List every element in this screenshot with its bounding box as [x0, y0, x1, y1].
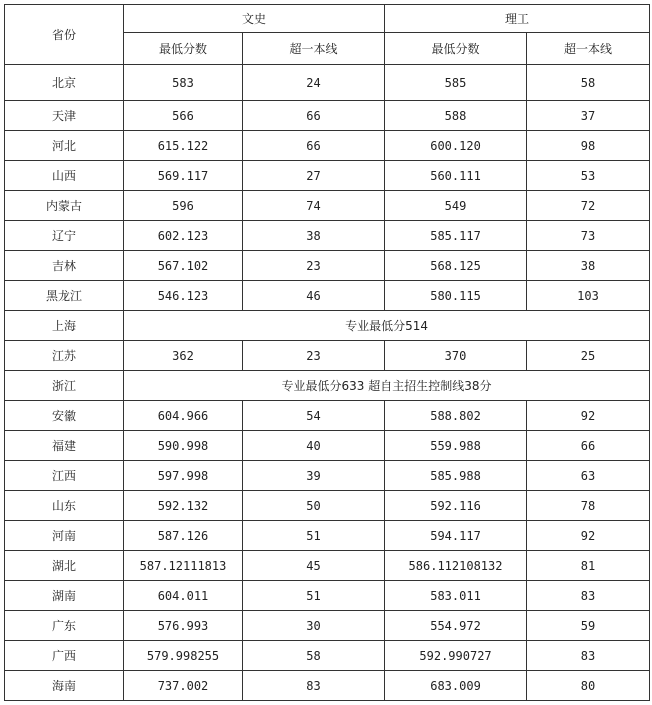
wenshi-over-line-cell: 51: [243, 581, 385, 611]
wenshi-over-line-cell: 66: [243, 131, 385, 161]
ligong-over-line-cell: 72: [527, 191, 650, 221]
table-row: [5, 671, 650, 701]
ligong-min-score-cell: 585.117: [385, 221, 527, 251]
header-ligong-over-line: 超一本线: [527, 33, 650, 65]
wenshi-over-line-cell: 51: [243, 521, 385, 551]
province-cell: 广西: [5, 641, 124, 671]
wenshi-over-line-cell: 39: [243, 461, 385, 491]
wenshi-over-line-cell: 38: [243, 221, 385, 251]
ligong-over-line-cell: 66: [527, 431, 650, 461]
ligong-min-score-cell: 594.117: [385, 521, 527, 551]
wenshi-min-score-cell: 587.12111813: [124, 551, 243, 581]
wenshi-over-line-cell: 30: [243, 611, 385, 641]
province-cell: 湖南: [5, 581, 124, 611]
table-row: [5, 221, 650, 251]
ligong-over-line-cell: 73: [527, 221, 650, 251]
wenshi-min-score-cell: 596: [124, 191, 243, 221]
header-row-groups: [5, 5, 650, 33]
ligong-min-score-cell: 588.802: [385, 401, 527, 431]
wenshi-over-line-cell: 23: [243, 341, 385, 371]
ligong-min-score-cell: 683.009: [385, 671, 527, 701]
ligong-over-line-cell: 92: [527, 401, 650, 431]
note-cell: 专业最低分633 超自主招生控制线38分: [124, 371, 650, 401]
ligong-min-score-cell: 592.116: [385, 491, 527, 521]
admission-score-table: [4, 4, 650, 701]
wenshi-over-line-cell: 40: [243, 431, 385, 461]
table-row: [5, 581, 650, 611]
wenshi-min-score-cell: 576.993: [124, 611, 243, 641]
table-row: [5, 65, 650, 101]
wenshi-min-score-cell: 587.126: [124, 521, 243, 551]
wenshi-min-score-cell: 546.123: [124, 281, 243, 311]
province-cell: 湖北: [5, 551, 124, 581]
header-group-wenshi: 文史: [124, 5, 385, 33]
table-row: [5, 371, 650, 401]
ligong-min-score-cell: 585: [385, 65, 527, 101]
ligong-min-score-cell: 583.011: [385, 581, 527, 611]
wenshi-over-line-cell: 46: [243, 281, 385, 311]
province-cell: 上海: [5, 311, 124, 341]
table-row: [5, 191, 650, 221]
table-row: [5, 431, 650, 461]
province-cell: 山西: [5, 161, 124, 191]
ligong-min-score-cell: 588: [385, 101, 527, 131]
wenshi-over-line-cell: 27: [243, 161, 385, 191]
ligong-over-line-cell: 81: [527, 551, 650, 581]
province-cell: 福建: [5, 431, 124, 461]
table-row: [5, 551, 650, 581]
wenshi-over-line-cell: 23: [243, 251, 385, 281]
province-header: 省份: [5, 5, 124, 65]
province-cell: 北京: [5, 65, 124, 101]
table-row: [5, 161, 650, 191]
ligong-over-line-cell: 38: [527, 251, 650, 281]
ligong-min-score-cell: 586.112108132: [385, 551, 527, 581]
table-row: [5, 521, 650, 551]
wenshi-over-line-cell: 83: [243, 671, 385, 701]
wenshi-min-score-cell: 597.998: [124, 461, 243, 491]
table-row: [5, 641, 650, 671]
table-row: [5, 341, 650, 371]
ligong-min-score-cell: 585.988: [385, 461, 527, 491]
ligong-over-line-cell: 98: [527, 131, 650, 161]
wenshi-over-line-cell: 45: [243, 551, 385, 581]
wenshi-min-score-cell: 362: [124, 341, 243, 371]
ligong-min-score-cell: 600.120: [385, 131, 527, 161]
province-cell: 安徽: [5, 401, 124, 431]
ligong-over-line-cell: 103: [527, 281, 650, 311]
ligong-min-score-cell: 559.988: [385, 431, 527, 461]
table-row: [5, 281, 650, 311]
ligong-over-line-cell: 59: [527, 611, 650, 641]
province-cell: 天津: [5, 101, 124, 131]
wenshi-min-score-cell: 567.102: [124, 251, 243, 281]
table-row: [5, 611, 650, 641]
wenshi-min-score-cell: 604.011: [124, 581, 243, 611]
wenshi-over-line-cell: 74: [243, 191, 385, 221]
table-body: [5, 65, 650, 701]
wenshi-over-line-cell: 50: [243, 491, 385, 521]
ligong-min-score-cell: 560.111: [385, 161, 527, 191]
wenshi-min-score-cell: 592.132: [124, 491, 243, 521]
header-wenshi-over-line: 超一本线: [243, 33, 385, 65]
province-cell: 浙江: [5, 371, 124, 401]
ligong-over-line-cell: 63: [527, 461, 650, 491]
ligong-over-line-cell: 58: [527, 65, 650, 101]
province-cell: 海南: [5, 671, 124, 701]
wenshi-min-score-cell: 566: [124, 101, 243, 131]
province-cell: 山东: [5, 491, 124, 521]
wenshi-min-score-cell: 737.002: [124, 671, 243, 701]
ligong-min-score-cell: 554.972: [385, 611, 527, 641]
note-cell: 专业最低分514: [124, 311, 650, 341]
ligong-min-score-cell: 568.125: [385, 251, 527, 281]
ligong-over-line-cell: 80: [527, 671, 650, 701]
province-cell: 江苏: [5, 341, 124, 371]
province-cell: 黑龙江: [5, 281, 124, 311]
province-cell: 内蒙古: [5, 191, 124, 221]
ligong-over-line-cell: 92: [527, 521, 650, 551]
ligong-over-line-cell: 83: [527, 641, 650, 671]
wenshi-over-line-cell: 24: [243, 65, 385, 101]
ligong-min-score-cell: 592.990727: [385, 641, 527, 671]
header-wenshi-min-score: 最低分数: [124, 33, 243, 65]
table-row: [5, 461, 650, 491]
wenshi-over-line-cell: 54: [243, 401, 385, 431]
wenshi-min-score-cell: 615.122: [124, 131, 243, 161]
province-cell: 河北: [5, 131, 124, 161]
wenshi-min-score-cell: 569.117: [124, 161, 243, 191]
ligong-over-line-cell: 83: [527, 581, 650, 611]
wenshi-min-score-cell: 604.966: [124, 401, 243, 431]
wenshi-over-line-cell: 58: [243, 641, 385, 671]
province-cell: 江西: [5, 461, 124, 491]
table-row: [5, 101, 650, 131]
ligong-min-score-cell: 370: [385, 341, 527, 371]
wenshi-min-score-cell: 579.998255: [124, 641, 243, 671]
table-row: [5, 491, 650, 521]
province-cell: 广东: [5, 611, 124, 641]
ligong-over-line-cell: 37: [527, 101, 650, 131]
wenshi-min-score-cell: 590.998: [124, 431, 243, 461]
ligong-min-score-cell: 580.115: [385, 281, 527, 311]
ligong-over-line-cell: 25: [527, 341, 650, 371]
table-row: [5, 311, 650, 341]
ligong-over-line-cell: 78: [527, 491, 650, 521]
header-ligong-min-score: 最低分数: [385, 33, 527, 65]
wenshi-min-score-cell: 602.123: [124, 221, 243, 251]
header-group-ligong: 理工: [385, 5, 650, 33]
table-row: [5, 401, 650, 431]
ligong-min-score-cell: 549: [385, 191, 527, 221]
province-cell: 辽宁: [5, 221, 124, 251]
ligong-over-line-cell: 53: [527, 161, 650, 191]
province-cell: 吉林: [5, 251, 124, 281]
table-row: [5, 251, 650, 281]
province-cell: 河南: [5, 521, 124, 551]
table-row: [5, 131, 650, 161]
wenshi-over-line-cell: 66: [243, 101, 385, 131]
wenshi-min-score-cell: 583: [124, 65, 243, 101]
